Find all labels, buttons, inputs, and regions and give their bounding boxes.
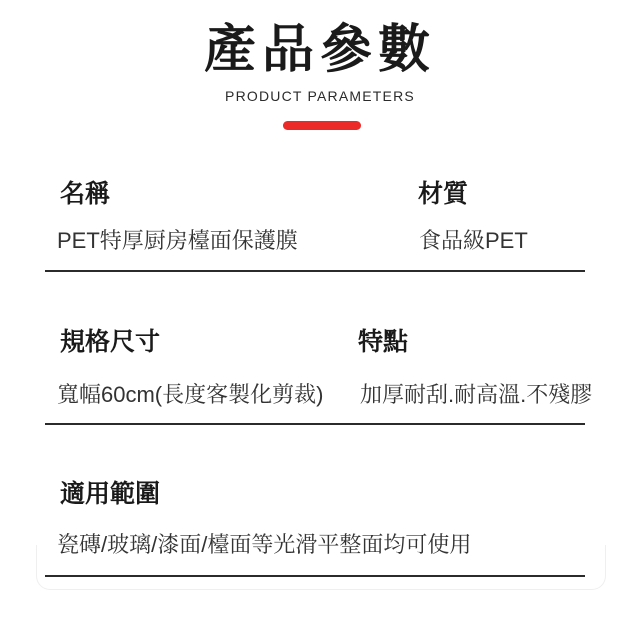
accent-underline-bar	[283, 121, 361, 130]
section-divider	[45, 575, 585, 577]
field-label-features: 特點	[358, 328, 409, 356]
field-label-applicable-range: 適用範圍	[60, 480, 161, 508]
page-title: 產品參數	[203, 21, 436, 79]
section-divider	[45, 270, 585, 272]
field-value-applicable-range: 瓷磚/玻璃/漆面/檯面等光滑平整面均可使用	[57, 532, 472, 557]
field-label-name: 名稱	[60, 180, 111, 208]
field-value-size: 寬幅60cm(長度客製化剪裁)	[57, 382, 324, 407]
field-value-name: PET特厚厨房檯面保護膜	[57, 228, 298, 253]
field-value-material: 食品級PET	[419, 228, 528, 253]
field-value-features: 加厚耐刮.耐高溫.不殘膠	[360, 382, 593, 407]
section-divider	[45, 423, 585, 425]
field-label-size: 規格尺寸	[60, 328, 161, 356]
field-label-material: 材質	[418, 180, 469, 208]
page-subtitle: PRODUCT PARAMETERS	[225, 88, 415, 104]
